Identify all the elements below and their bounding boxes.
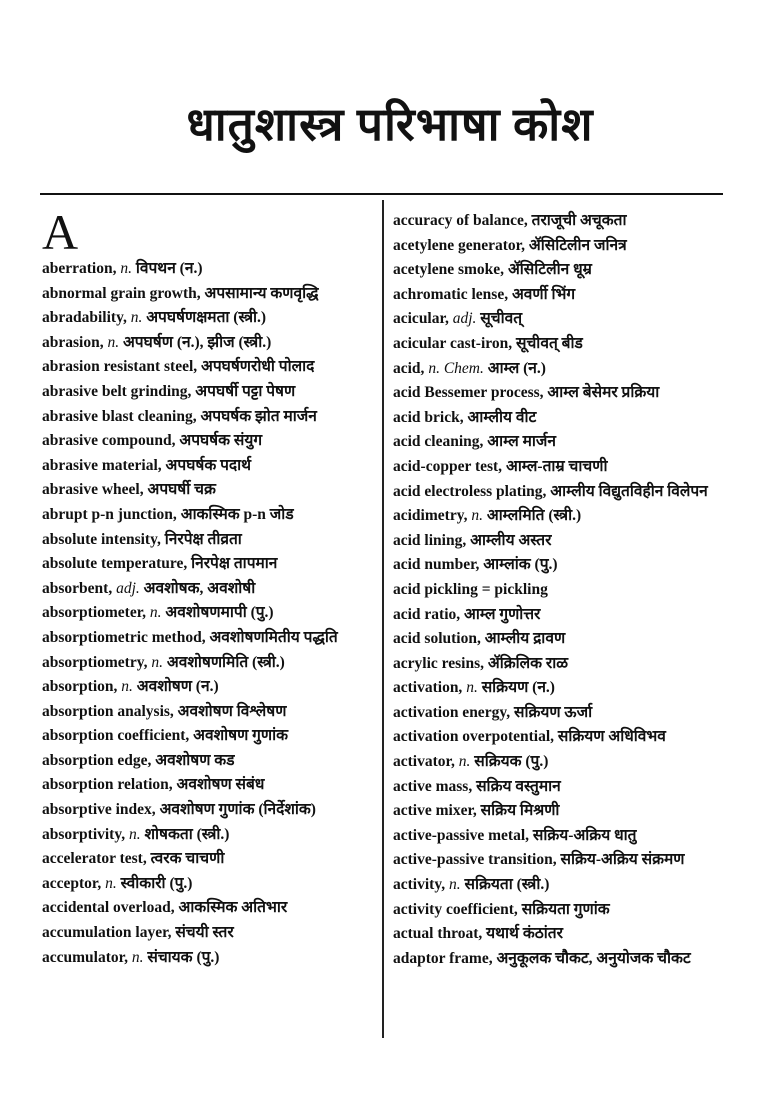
entry-gloss: आम्लीय वीट: [467, 408, 537, 426]
entry-part-of-speech: n.: [130, 309, 143, 327]
dictionary-entry: [393, 455, 730, 480]
dictionary-entry: [42, 626, 372, 651]
entry-term: acid-copper test,: [393, 457, 503, 475]
dictionary-entry: [393, 676, 730, 701]
dictionary-entry: [393, 898, 730, 923]
dictionary-entry: [393, 725, 730, 750]
entry-part-of-speech: n. Chem.: [428, 359, 484, 377]
entry-gloss: सक्रिय मिश्रणी: [480, 802, 560, 820]
dictionary-entry: [393, 381, 730, 406]
entry-gloss: ॲसिटिलीन धूम्र: [507, 261, 592, 279]
entry-gloss: आम्ल मार्जन: [487, 433, 557, 451]
entry-part-of-speech: n.: [121, 678, 133, 696]
entry-term: abrasive material,: [42, 456, 162, 474]
entry-part-of-speech: adj.: [116, 579, 140, 597]
entry-term: aberration,: [42, 260, 117, 277]
entry-gloss: सूचीवत् बीड: [515, 334, 583, 352]
entry-gloss: अवशोषणमिति (स्त्री.): [166, 653, 285, 671]
dictionary-entry: [393, 406, 730, 431]
dictionary-entry: [393, 775, 730, 800]
entry-term: absorption edge,: [42, 751, 152, 769]
entry-part-of-speech: n.: [151, 653, 163, 671]
entry-gloss: आकस्मिक अतिभार: [178, 899, 288, 917]
entry-term: absorbent,: [42, 579, 113, 597]
entry-term: absorption,: [42, 678, 118, 696]
entry-gloss: अपघर्षी चक्र: [147, 481, 216, 499]
dictionary-entry: [42, 577, 372, 602]
dictionary-entry: [393, 480, 730, 505]
entry-gloss: अपघर्षणरोधी पोलाद: [201, 358, 315, 376]
dictionary-entry: [393, 603, 730, 628]
right-column: [393, 209, 730, 971]
entry-term: active-passive metal,: [393, 826, 530, 844]
entry-gloss: संचयी स्तर: [175, 924, 234, 942]
dictionary-entry: [393, 529, 730, 554]
dictionary-entry: [393, 258, 730, 283]
entry-term: activator,: [393, 753, 455, 771]
entry-term: abrasive wheel,: [42, 481, 144, 499]
entry-gloss: सूचीवत्: [480, 310, 523, 328]
entry-part-of-speech: n.: [448, 876, 461, 894]
entry-gloss: सक्रियण ऊर्जा: [513, 703, 593, 721]
entry-gloss: अवशोषण कड: [155, 751, 235, 769]
dictionary-entry: [393, 307, 730, 332]
dictionary-entry: [42, 921, 372, 946]
dictionary-entry: [42, 601, 372, 626]
entry-part-of-speech: n.: [458, 753, 471, 771]
entry-term: abnormal grain growth,: [42, 284, 201, 302]
entry-term: acid Bessemer process,: [393, 384, 544, 402]
entry-term: active-passive transition,: [393, 851, 557, 869]
dictionary-entry: [42, 454, 372, 479]
entry-term: acid cleaning,: [393, 433, 484, 451]
left-column: [42, 257, 372, 970]
entry-gloss: आम्ल गुणोत्तर: [464, 605, 541, 623]
dictionary-entry: [42, 503, 372, 528]
dictionary-entry: [42, 773, 372, 798]
dictionary-entry: [42, 355, 372, 380]
dictionary-entry: [393, 824, 730, 849]
dictionary-entry: [393, 283, 730, 308]
entry-term: acid lining,: [393, 531, 467, 549]
entry-gloss: आम्लीय द्रावण: [484, 630, 566, 648]
entry-gloss: निरपेक्ष तीव्रता: [164, 530, 242, 548]
dictionary-entry: [42, 823, 372, 848]
dictionary-entry: [42, 429, 372, 454]
entry-gloss: सक्रियता गुणांक: [521, 900, 610, 918]
entry-term: active mass,: [393, 777, 473, 795]
entry-gloss: अपघर्षक झोत मार्जन: [200, 407, 317, 425]
entry-gloss: अवशोषण संबंध: [176, 776, 265, 794]
entry-term: acid pickling = pickling: [393, 580, 548, 598]
entry-gloss: सक्रियण (न.): [481, 679, 555, 697]
entry-part-of-speech: n.: [466, 679, 478, 697]
dictionary-entry: [393, 332, 730, 357]
entry-term: absolute intensity,: [42, 530, 161, 548]
entry-term: acceptor,: [42, 874, 102, 892]
entry-term: acicular,: [393, 310, 449, 328]
dictionary-entry: [393, 627, 730, 652]
entry-term: abrasive compound,: [42, 432, 176, 450]
entry-gloss: अवर्णी भिंग: [511, 285, 576, 303]
entry-term: acetylene smoke,: [393, 261, 505, 279]
entry-term: acid solution,: [393, 630, 481, 648]
entry-term: absorptiometer,: [42, 604, 147, 622]
page-title: धातुशास्त्र परिभाषा कोश: [186, 99, 594, 150]
entry-term: acid,: [393, 359, 425, 377]
header-rule: [40, 193, 723, 195]
entry-gloss: निरपेक्ष तापमान: [191, 555, 278, 573]
entry-gloss: सक्रियक (पु.): [474, 753, 549, 771]
entry-gloss: आकस्मिक p-n जोड: [180, 505, 294, 523]
entry-term: abradability,: [42, 309, 127, 327]
entry-gloss: अवशोषण गुणांक: [193, 727, 289, 745]
entry-part-of-speech: n.: [105, 874, 117, 892]
dictionary-entry: [393, 873, 730, 898]
dictionary-entry: [42, 651, 372, 676]
dictionary-entry: [42, 257, 372, 282]
entry-gloss: सक्रिय-अक्रिय धातु: [532, 826, 637, 844]
entry-term: acidimetry,: [393, 507, 468, 525]
entry-gloss: अपसामान्य कणवृद्धि: [204, 284, 319, 302]
dictionary-entry: [393, 750, 730, 775]
entry-term: acicular cast-iron,: [393, 334, 513, 352]
entry-term: absorptiometric method,: [42, 628, 206, 646]
dictionary-entry: [393, 553, 730, 578]
dictionary-entry: [42, 478, 372, 503]
entry-term: absolute temperature,: [42, 555, 188, 573]
dictionary-entry: [393, 578, 730, 603]
entry-term: abrasion resistant steel,: [42, 358, 198, 376]
entry-term: activity coefficient,: [393, 900, 518, 918]
entry-term: accumulator,: [42, 948, 128, 966]
entry-gloss: अवशोषण गुणांक (निर्देशांक): [159, 801, 316, 819]
entry-term: abrasion,: [42, 333, 104, 351]
entry-gloss: अपघर्षक पदार्थ: [165, 456, 252, 474]
dictionary-entry: [42, 847, 372, 872]
entry-gloss: अवशोषणमितीय पद्धति: [209, 628, 338, 646]
entry-term: activation,: [393, 679, 463, 697]
entry-gloss: अपघर्षी पट्टा पेषण: [195, 382, 296, 400]
entry-gloss: आम्लांक (पु.): [483, 556, 558, 574]
entry-term: accelerator test,: [42, 850, 147, 868]
entry-gloss: अपघर्षणक्षमता (स्त्री.): [146, 309, 267, 327]
entry-gloss: संचायक (पु.): [147, 948, 220, 966]
entry-gloss: आम्लमिति (स्त्री.): [486, 507, 582, 525]
entry-gloss: अपघर्षण (न.), झीज (स्त्री.): [122, 333, 272, 351]
entry-term: accidental overload,: [42, 899, 175, 917]
entry-gloss: अपघर्षक संयुग: [179, 432, 263, 450]
entry-term: abrupt p-n junction,: [42, 505, 177, 523]
entry-term: adaptor frame,: [393, 949, 493, 967]
dictionary-entry: [42, 675, 372, 700]
entry-gloss: सक्रियता (स्त्री.): [464, 876, 550, 894]
entry-term: acid brick,: [393, 408, 464, 426]
dictionary-entry: [42, 331, 372, 356]
dictionary-entry: [42, 528, 372, 553]
entry-term: absorptivity,: [42, 825, 126, 843]
entry-term: activation energy,: [393, 703, 511, 721]
entry-term: acid number,: [393, 556, 480, 574]
dictionary-entry: [42, 946, 372, 971]
dictionary-entry: [393, 209, 730, 234]
section-letter: A: [42, 204, 79, 260]
entry-gloss: आम्लीय विद्युतविहीन विलेपन: [550, 482, 708, 500]
entry-term: acid electroless plating,: [393, 482, 547, 500]
entry-term: absorption analysis,: [42, 702, 174, 720]
entry-term: accuracy of balance,: [393, 212, 528, 229]
dictionary-entry: [42, 380, 372, 405]
dictionary-entry: [393, 504, 730, 529]
entry-term: absorptive index,: [42, 801, 156, 819]
entry-term: actual throat,: [393, 925, 483, 943]
dictionary-entry: [393, 922, 730, 947]
entry-term: active mixer,: [393, 802, 477, 820]
entry-term: accumulation layer,: [42, 924, 172, 942]
dictionary-entry: [42, 405, 372, 430]
entry-term: activity,: [393, 876, 446, 894]
dictionary-entry: [42, 700, 372, 725]
entry-gloss: ॲक्रिलिक राळ: [487, 654, 569, 672]
dictionary-entry: [42, 749, 372, 774]
entry-gloss: आम्ल-ताम्र चाचणी: [505, 457, 608, 475]
entry-gloss: विपथन (न.): [135, 260, 203, 277]
entry-gloss: त्वरक चाचणी: [150, 850, 225, 868]
entry-gloss: तराजूची अचूकता: [531, 212, 627, 229]
dictionary-entry: [42, 798, 372, 823]
dictionary-entry: [393, 947, 730, 972]
entry-gloss: अवशोषण (न.): [136, 678, 219, 696]
entry-term: acid ratio,: [393, 605, 461, 623]
entry-term: achromatic lense,: [393, 285, 509, 303]
entry-term: abrasive blast cleaning,: [42, 407, 197, 425]
entry-part-of-speech: adj.: [452, 310, 477, 328]
dictionary-entry: [42, 872, 372, 897]
entry-gloss: अनुकूलक चौकट, अनुयोजक चौकट: [496, 949, 691, 967]
entry-gloss: आम्लीय अस्तर: [470, 531, 552, 549]
entry-gloss: सक्रियण अधिविभव: [557, 728, 666, 746]
entry-part-of-speech: n.: [107, 333, 120, 351]
dictionary-entry: [393, 234, 730, 259]
dictionary-entry: [393, 652, 730, 677]
entry-gloss: यथार्थ कंठांतर: [486, 925, 563, 943]
entry-gloss: सक्रिय वस्तुमान: [476, 777, 561, 795]
entry-gloss: अवशोषक, अवशोषी: [143, 579, 256, 597]
dictionary-entry: [393, 701, 730, 726]
dictionary-entry: [42, 724, 372, 749]
dictionary-entry: [393, 799, 730, 824]
entry-gloss: शोषकता (स्त्री.): [144, 825, 230, 843]
column-divider: [382, 200, 384, 1038]
entry-gloss: ॲसिटिलीन जनित्र: [528, 236, 627, 254]
entry-term: absorptiometry,: [42, 653, 148, 671]
entry-gloss: अवशोषण विश्लेषण: [177, 702, 287, 720]
entry-gloss: आम्ल बेसेमर प्रक्रिया: [547, 384, 660, 402]
entry-part-of-speech: n.: [471, 507, 483, 525]
dictionary-entry: [42, 896, 372, 921]
entry-term: acetylene generator,: [393, 236, 525, 254]
entry-gloss: सक्रिय-अक्रिय संक्रमण: [560, 851, 685, 869]
dictionary-entry: [42, 552, 372, 577]
entry-part-of-speech: n.: [131, 948, 144, 966]
entry-term: absorption relation,: [42, 776, 173, 794]
dictionary-entry: [42, 282, 372, 307]
entry-part-of-speech: n.: [149, 604, 162, 622]
dictionary-entry: [42, 306, 372, 331]
dictionary-entry: [393, 848, 730, 873]
entry-part-of-speech: n.: [120, 260, 132, 277]
entry-term: abrasive belt grinding,: [42, 382, 192, 400]
dictionary-entry: [393, 430, 730, 455]
entry-term: activation overpotential,: [393, 728, 555, 746]
entry-term: acrylic resins,: [393, 654, 484, 672]
entry-gloss: स्वीकारी (पु.): [120, 874, 193, 892]
entry-gloss: अवशोषणमापी (पु.): [165, 604, 274, 622]
dictionary-entry: [393, 357, 730, 382]
entry-gloss: आम्ल (न.): [487, 359, 546, 377]
entry-part-of-speech: n.: [128, 825, 141, 843]
entry-term: absorption coefficient,: [42, 727, 190, 745]
